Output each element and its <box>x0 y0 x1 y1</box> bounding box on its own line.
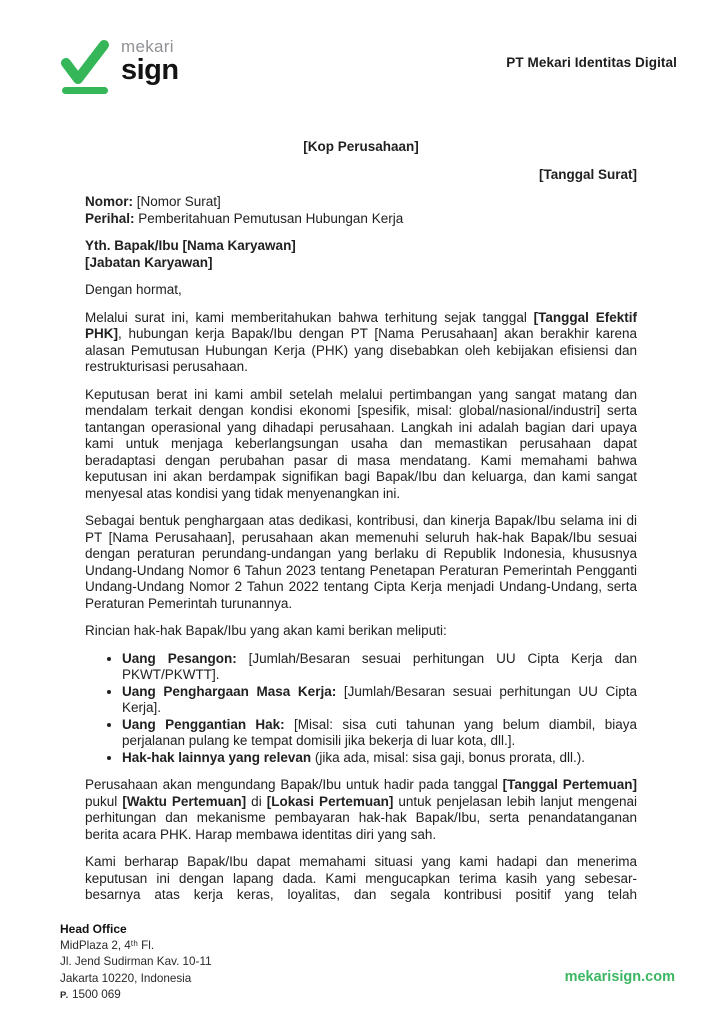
footer-office-block <box>60 921 212 1005</box>
letter-number-line: Nomor: [Nomor Surat] <box>85 194 221 209</box>
recipient-block <box>85 238 637 271</box>
rights-list <box>85 651 637 767</box>
list-item: • Uang Penggantian Hak: [Misal: sisa cuti tahunan yang belum diambil, biaya perjalanan pulang ke tempat domisili jika bekerja di luar kota, dll.]. <box>122 717 637 750</box>
page-header <box>0 0 725 96</box>
list-item: • Uang Pesangon: [Jumlah/Besaran sesuai perhitungan UU Cipta Kerja dan PKWT/PKWTT]. <box>122 651 637 684</box>
address-line: Jl. Jend Sudirman Kav. 10-11 <box>60 955 212 969</box>
phone-line <box>60 987 212 1005</box>
company-name: PT Mekari Identitas Digital <box>506 55 677 70</box>
head-office-label: Head Office <box>60 922 127 936</box>
paragraph-closing-truncated: Kami berharap Bapak/Ibu dapat memahami situasi yang kami hadapi dan menerima keputusan ini dengan lapang dada. Kami mengucapkan terima kasih yang sebesar-besarnya atas kerja keras, loyalitas, dan segala kontribusi positif yang telah <box>85 854 637 902</box>
phone-label: P. <box>60 990 69 1002</box>
logo-word-sign: sign <box>121 54 179 86</box>
address-line: Jakarta 10220, Indonesia <box>60 971 192 985</box>
list-item: • Uang Penghargaan Masa Kerja: [Jumlah/Besaran sesuai perhitungan UU Cipta Kerja]. <box>122 684 637 717</box>
list-item: • Hak-hak lainnya yang relevan (jika ada, misal: sisa gaji, bonus prorata, dll.). <box>122 750 637 767</box>
logo-word-mekari: mekari <box>121 37 174 56</box>
paragraph-meeting: Perusahaan akan mengundang Bapak/Ibu untuk hadir pada tanggal [Tanggal Pertemuan] pukul [Waktu Pertemuan] di [Lokasi Pertemuan] untuk penjelasan lebih lanjut mengenai perhitungan dan mekanisme pembayaran hak-hak Bapak/Ibu, serta penandatanganan berita acara PHK. Harap membawa identitas diri yang sah. <box>85 777 637 842</box>
letter-date-placeholder: [Tanggal Surat] <box>538 166 637 182</box>
paragraph-reason: Keputusan berat ini kami ambil setelah melalui pertimbangan yang sangat matang dan mendalam terkait dengan kondisi ekonomi [spesifik, misal: global/nasional/industri] serta tantangan operasional yang dihadapi perusahaan. Langkah ini adalah bagian dari upaya kami untuk menjaga keberlangsungan usaha dan memastikan perusahaan dapat beradaptasi dengan perubahan pasar di masa mendatang. Kami memahami bahwa keputusan ini akan berdampak signifikan bagi Bapak/Ibu dan keluarga, dan kami sangat menyesal atas kondisi yang tidak menyenangkan ini. <box>85 386 637 501</box>
mekari-sign-logo <box>60 38 179 96</box>
phone-number: 1500 069 <box>72 988 121 1002</box>
rights-list-intro: Rincian hak-hak Bapak/Ibu yang akan kami berikan meliputi: <box>85 623 447 638</box>
logo-wordmark <box>121 38 179 85</box>
recipient-title-line: [Jabatan Karyawan] <box>85 254 213 270</box>
checkmark-icon <box>60 38 110 96</box>
address-line: MidPlaza 2, 4ᵗʰ Fl. <box>60 938 155 952</box>
website-link[interactable]: mekarisign.com <box>564 969 675 985</box>
paragraph-legal-basis: Sebagai bentuk penghargaan atas dedikasi, kontribusi, dan kinerja Bapak/Ibu selama ini di PT [Nama Perusahaan], perusahaan akan memenuhi seluruh hak-hak Bapak/Ibu sesuai dengan peraturan perundang-undangan yang berlaku di Republik Indonesia, khususnya Undang-Undang Nomor 6 Tahun 2023 tentang Penetapan Peraturan Pemerintah Pengganti Undang-Undang Nomor 2 Tahun 2022 tentang Cipta Kerja menjadi Undang-Undang, serta Peraturan Pemerintah turunannya. <box>85 513 637 611</box>
letter-subject-line: Perihal: Pemberitahuan Pemutusan Hubungan Kerja <box>85 210 404 226</box>
recipient-name-line: Yth. Bapak/Ibu [Nama Karyawan] <box>85 238 296 253</box>
salutation: Dengan hormat, <box>85 282 182 297</box>
paragraph-effective-date: Melalui surat ini, kami memberitahukan bahwa terhitung sejak tanggal [Tanggal Efektif PHK], hubungan kerja Bapak/Ibu dengan PT [Nama Perusahaan] akan berakhir karena alasan Pemutusan Hubungan Kerja (PHK) yang disebabkan oleh kebijakan efisiensi dan restrukturisasi perusahaan. <box>85 309 637 374</box>
letter-meta <box>85 194 637 227</box>
letter-body <box>0 139 725 904</box>
letterhead-placeholder: [Kop Perusahaan] <box>303 139 419 154</box>
